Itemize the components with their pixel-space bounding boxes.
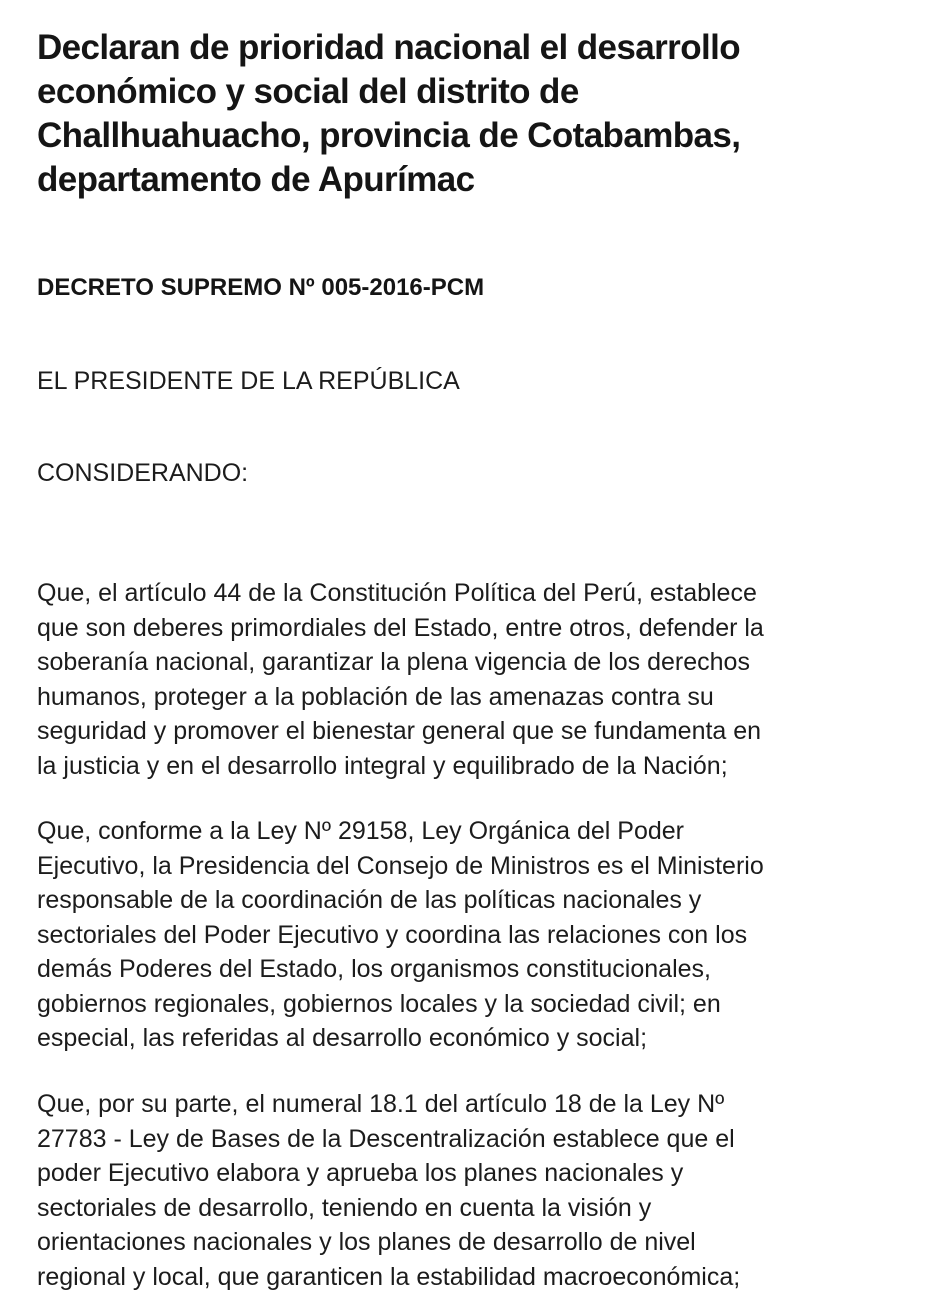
considering-heading: CONSIDERANDO:	[37, 459, 249, 487]
paragraph-line: soberanía nacional, garantizar la plena vigencia de los derechos	[37, 648, 750, 676]
title-line: económico y social del distrito de	[37, 72, 579, 111]
paragraph-3	[37, 1087, 740, 1294]
paragraph-line: demás Poderes del Estado, los organismos constitucionales,	[37, 955, 711, 983]
paragraph-line: humanos, proteger a la población de las amenazas contra su	[37, 682, 714, 711]
paragraph-line: gobiernos regionales, gobiernos locales y la sociedad civil; en	[37, 989, 721, 1018]
paragraph-line: que son deberes primordiales del Estado, entre otros, defender la	[37, 613, 764, 642]
title-line: departamento de Apurímac	[37, 160, 475, 199]
paragraph-line: sectoriales del Poder Ejecutivo y coordina las relaciones con los	[37, 920, 748, 949]
title-line: Challhuahuacho, provincia de Cotabambas,	[37, 116, 741, 155]
paragraph-line: seguridad y promover el bienestar general que se fundamenta en	[37, 717, 762, 745]
document-page	[37, 26, 907, 1291]
paragraph-line: regional y local, que garanticen la estabilidad macroeconómica;	[37, 1262, 741, 1291]
document-title	[37, 26, 907, 202]
paragraph-line: Que, por su parte, el numeral 18.1 del artículo 18 de la Ley Nº	[37, 1090, 725, 1118]
paragraph-line: sectoriales de desarrollo, teniendo en cuenta la visión y	[37, 1193, 652, 1222]
paragraph-1	[37, 576, 764, 783]
paragraph-line: 27783 - Ley de Bases de la Descentralización establece que el	[37, 1124, 735, 1153]
paragraph-line: poder Ejecutivo elabora y aprueba los planes nacionales y	[37, 1159, 684, 1187]
paragraph-line: orientaciones nacionales y los planes de desarrollo de nivel	[37, 1228, 696, 1256]
paragraph-line: Que, conforme a la Ley Nº 29158, Ley Orgánica del Poder	[37, 817, 685, 845]
paragraph-line: Ejecutivo, la Presidencia del Consejo de Ministros es el Ministerio	[37, 851, 764, 880]
paragraph-line: especial, las referidas al desarrollo económico y social;	[37, 1024, 648, 1052]
paragraph-2	[37, 814, 764, 1056]
issuer-heading: EL PRESIDENTE DE LA REPÚBLICA	[37, 367, 460, 395]
title-line: Declaran de prioridad nacional el desarrollo	[37, 28, 740, 67]
paragraph-line: Que, el artículo 44 de la Constitución Política del Perú, establece	[37, 579, 757, 607]
paragraph-line: la justicia y en el desarrollo integral y equilibrado de la Nación;	[37, 751, 728, 780]
paragraph-line: responsable de la coordinación de las políticas nacionales y	[37, 886, 702, 914]
decree-number: DECRETO SUPREMO Nº 005-2016-PCM	[37, 274, 485, 301]
